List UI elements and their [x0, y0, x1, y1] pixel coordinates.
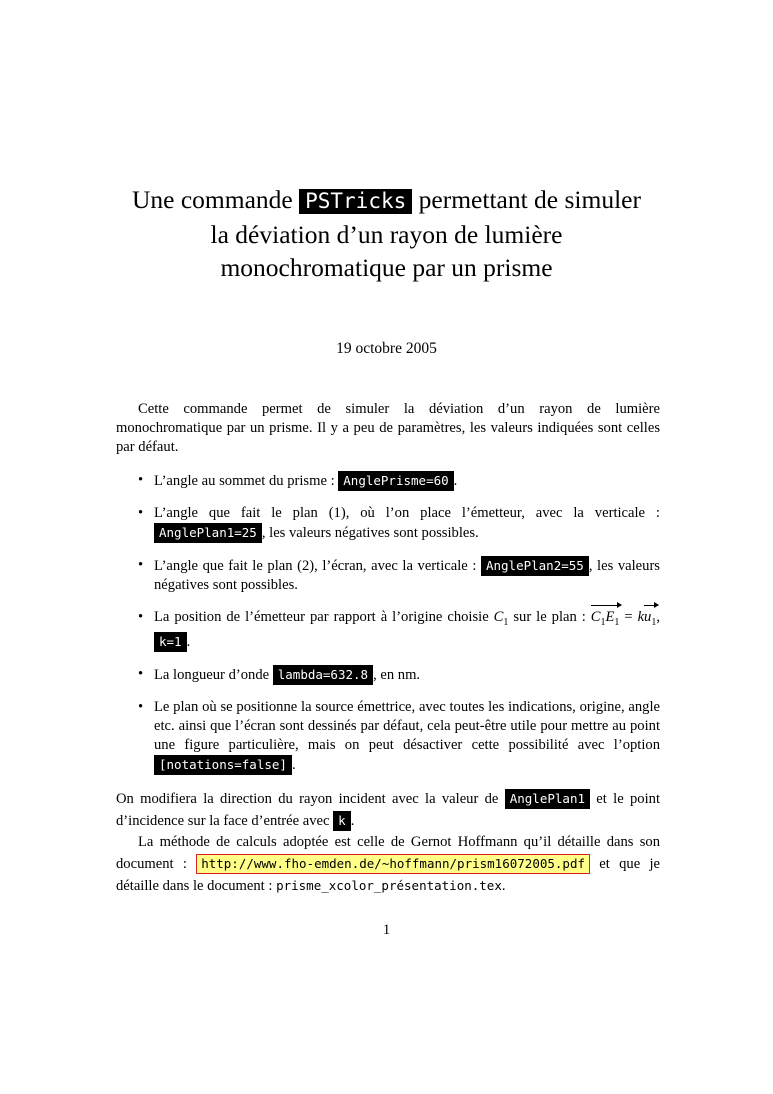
document-body	[116, 400, 660, 897]
hoffmann-pdf-link[interactable]: http://www.fho-emden.de/~hoffmann/prism16072005.pdf	[196, 854, 590, 874]
item-text: L’angle que fait le plan (2), l’écran, avec la verticale :	[154, 558, 481, 574]
item-comma: ,	[656, 609, 660, 625]
filename: prisme_xcolor_présentation.tex	[276, 877, 502, 893]
document-date: 19 octobre 2005	[336, 340, 437, 357]
intro-paragraph: Cette commande permet de simuler la déviation d’un rayon de lumière monochromatique par un prisme. Il y a peu de paramètres, les valeurs indiquées sont celles par défaut.	[116, 401, 660, 455]
title-line3: monochromatique par un prisme	[220, 253, 553, 282]
item-text: La position de l’émetteur par rapport à l’origine choisie	[154, 609, 494, 625]
math-c1: $C_1$	[493, 609, 509, 628]
item-text-after: .	[453, 473, 458, 489]
incident-direction-paragraph: On modifiera la direction du rayon incident avec la valeur de AnglePlan1 et le point d’incidence sur la face d’entrée avec k .	[116, 790, 660, 829]
list-item	[154, 471, 660, 491]
vector-u1: $u_1$	[644, 608, 656, 632]
list-item	[154, 556, 660, 595]
code-notations: [notations=false]	[154, 755, 292, 775]
code-k-ref: k	[333, 811, 351, 831]
item-text-after: , les valeurs négatives sont possibles.	[154, 558, 660, 593]
item-text: L’angle au sommet du prisme :	[154, 473, 339, 489]
list-item	[154, 504, 660, 543]
list-item	[154, 608, 660, 652]
item-text: La longueur d’onde	[154, 666, 273, 683]
math-k: k	[637, 609, 645, 625]
title-line2: la déviation d’un rayon de lumière	[210, 220, 563, 249]
item-text: Le plan où se positionne la source émettrice, avec toutes les indications, origine, angle etc. ainsi que l’écran sont dessinés par défaut, cela peut-être utile pour mettre au point une figure particulière, mais on peut désactiver cette possibilité avec l’option	[154, 698, 660, 753]
document-title	[90, 183, 683, 284]
item-text-mid: sur le plan :	[508, 609, 591, 625]
item-text-after: .	[186, 633, 191, 650]
list-item	[154, 698, 660, 775]
code-angleplan2: AnglePlan2=55	[481, 556, 589, 576]
list-item	[154, 665, 660, 685]
method-paragraph: La méthode de calculs adoptée est celle de Gernot Hoffmann qu’il détaille dans son document : http://www.fho-emden.de/~hoffmann/prism16072005.pdf et que je détaille dans le document : prisme_xcolor_présentation.tex.	[116, 833, 660, 894]
code-angleplan1-ref: AnglePlan1	[505, 789, 590, 809]
parameter-list	[116, 471, 660, 775]
title-code-pstricks: PSTricks	[299, 189, 412, 214]
page-number: 1	[382, 922, 391, 938]
vector-c1e1: $C_1E_1$	[591, 608, 620, 632]
item-text: L’angle que fait le plan (1), où l’on place l’émetteur, avec la verticale :	[154, 505, 660, 521]
item-text-after: , en nm.	[373, 666, 421, 683]
item-text-after: , les valeurs négatives sont possibles.	[261, 525, 479, 541]
item-text-after: .	[291, 756, 296, 773]
code-k1: k=1	[154, 632, 187, 652]
title-part2: permettant de simuler	[412, 185, 641, 214]
code-angleprisme: AnglePrisme=60	[338, 471, 453, 491]
code-angleplan1: AnglePlan1=25	[154, 523, 262, 543]
code-lambda: lambda=632.8	[273, 665, 373, 685]
title-part1: Une commande	[132, 185, 300, 214]
equals-sign: =	[619, 609, 638, 625]
